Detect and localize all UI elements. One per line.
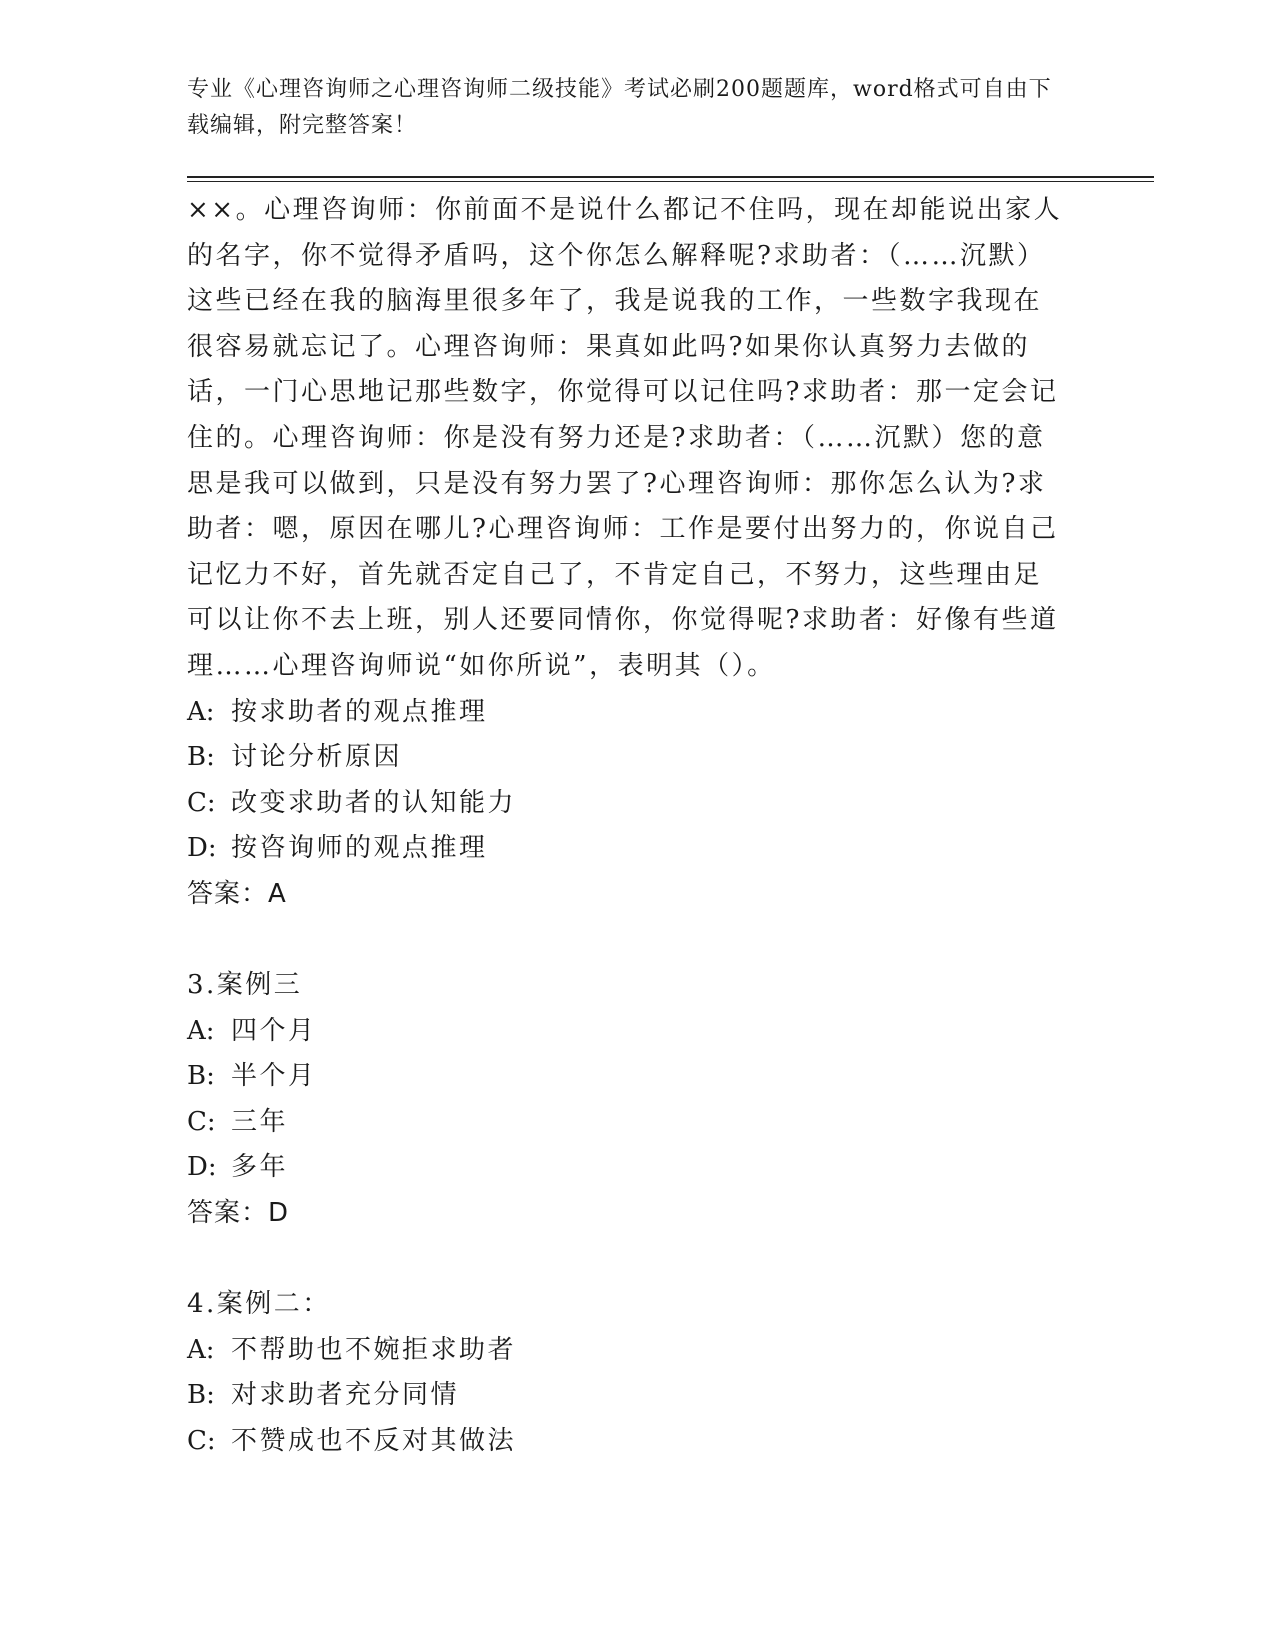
option-text: 按求助者的观点推理: [231, 696, 488, 727]
option-text: 对求助者充分同情: [231, 1380, 460, 1411]
option-a: [187, 1328, 1087, 1374]
option-letter: D:: [187, 833, 217, 864]
option-letter: B:: [187, 742, 215, 773]
option-text: 四个月: [231, 1015, 317, 1046]
question-passage: ××。心理咨询师：你前面不是说什么都记不住吗，现在却能说出家人的名字，你不觉得矛盾吗，这个你怎么解释呢?求助者：（……沉默）这些已经在我的脑海里很多年了，我是说我的工作，一些数字我现在很容易就忘记了。心理咨询师：果真如此吗?如果你认真努力去做的话，一门心思地记那些数字，你觉得可以记住吗?求助者：那一定会记住的。心理咨询师：你是没有努力还是?求助者：（……沉默）您的意思是我可以做到，只是没有努力罢了?心理咨询师：那你怎么认为?求助者：嗯，原因在哪儿?心理咨询师：工作是要付出努力的，你说自己记忆力不好，首先就否定自己了，不肯定自己，不努力，这些理由足可以让你不去上班，别人还要同情你，你觉得呢?求助者：好像有些道理……心理咨询师说“如你所说”，表明其（）。: [187, 195, 1063, 681]
option-b: [187, 1054, 1087, 1100]
option-letter: C:: [187, 1426, 216, 1457]
option-letter: C:: [187, 1106, 216, 1137]
spacer: [187, 1237, 1087, 1283]
option-letter: C:: [187, 787, 216, 818]
option-c: [187, 1100, 1087, 1146]
option-text: 三年: [231, 1106, 289, 1137]
header-rule-thick: [187, 176, 1154, 178]
option-text: 半个月: [231, 1061, 317, 1092]
option-c: [187, 781, 1087, 827]
document-body: [187, 188, 1087, 1465]
option-text: 不赞成也不反对其做法: [231, 1426, 517, 1457]
option-letter: D:: [187, 1152, 217, 1183]
question-title: 4.案例二：: [187, 1289, 331, 1320]
option-b: [187, 735, 1087, 781]
option-b: [187, 1373, 1087, 1419]
option-letter: B:: [187, 1380, 215, 1411]
question-title: 3.案例三: [187, 970, 303, 1001]
option-text: 多年: [231, 1152, 289, 1183]
document-header: 专业《心理咨询师之心理咨询师二级技能》考试必刷200题题库，word格式可自由下载编辑，附完整答案！: [187, 77, 1052, 138]
option-d: [187, 826, 1087, 872]
option-a: [187, 1009, 1087, 1055]
option-letter: A:: [187, 1015, 215, 1046]
option-letter: A:: [187, 1334, 215, 1365]
option-a: [187, 690, 1087, 736]
option-text: 讨论分析原因: [231, 742, 403, 773]
answer-line: 答案：D: [187, 1198, 290, 1229]
option-letter: A:: [187, 696, 215, 727]
option-text: 改变求助者的认知能力: [231, 787, 517, 818]
header-rule-thin: [187, 181, 1154, 182]
option-letter: B:: [187, 1061, 215, 1092]
option-d: [187, 1145, 1087, 1191]
spacer: [187, 918, 1087, 964]
option-text: 不帮助也不婉拒求助者: [231, 1334, 517, 1365]
answer-line: 答案：A: [187, 878, 287, 909]
option-c: [187, 1419, 1087, 1465]
option-text: 按咨询师的观点推理: [231, 833, 488, 864]
